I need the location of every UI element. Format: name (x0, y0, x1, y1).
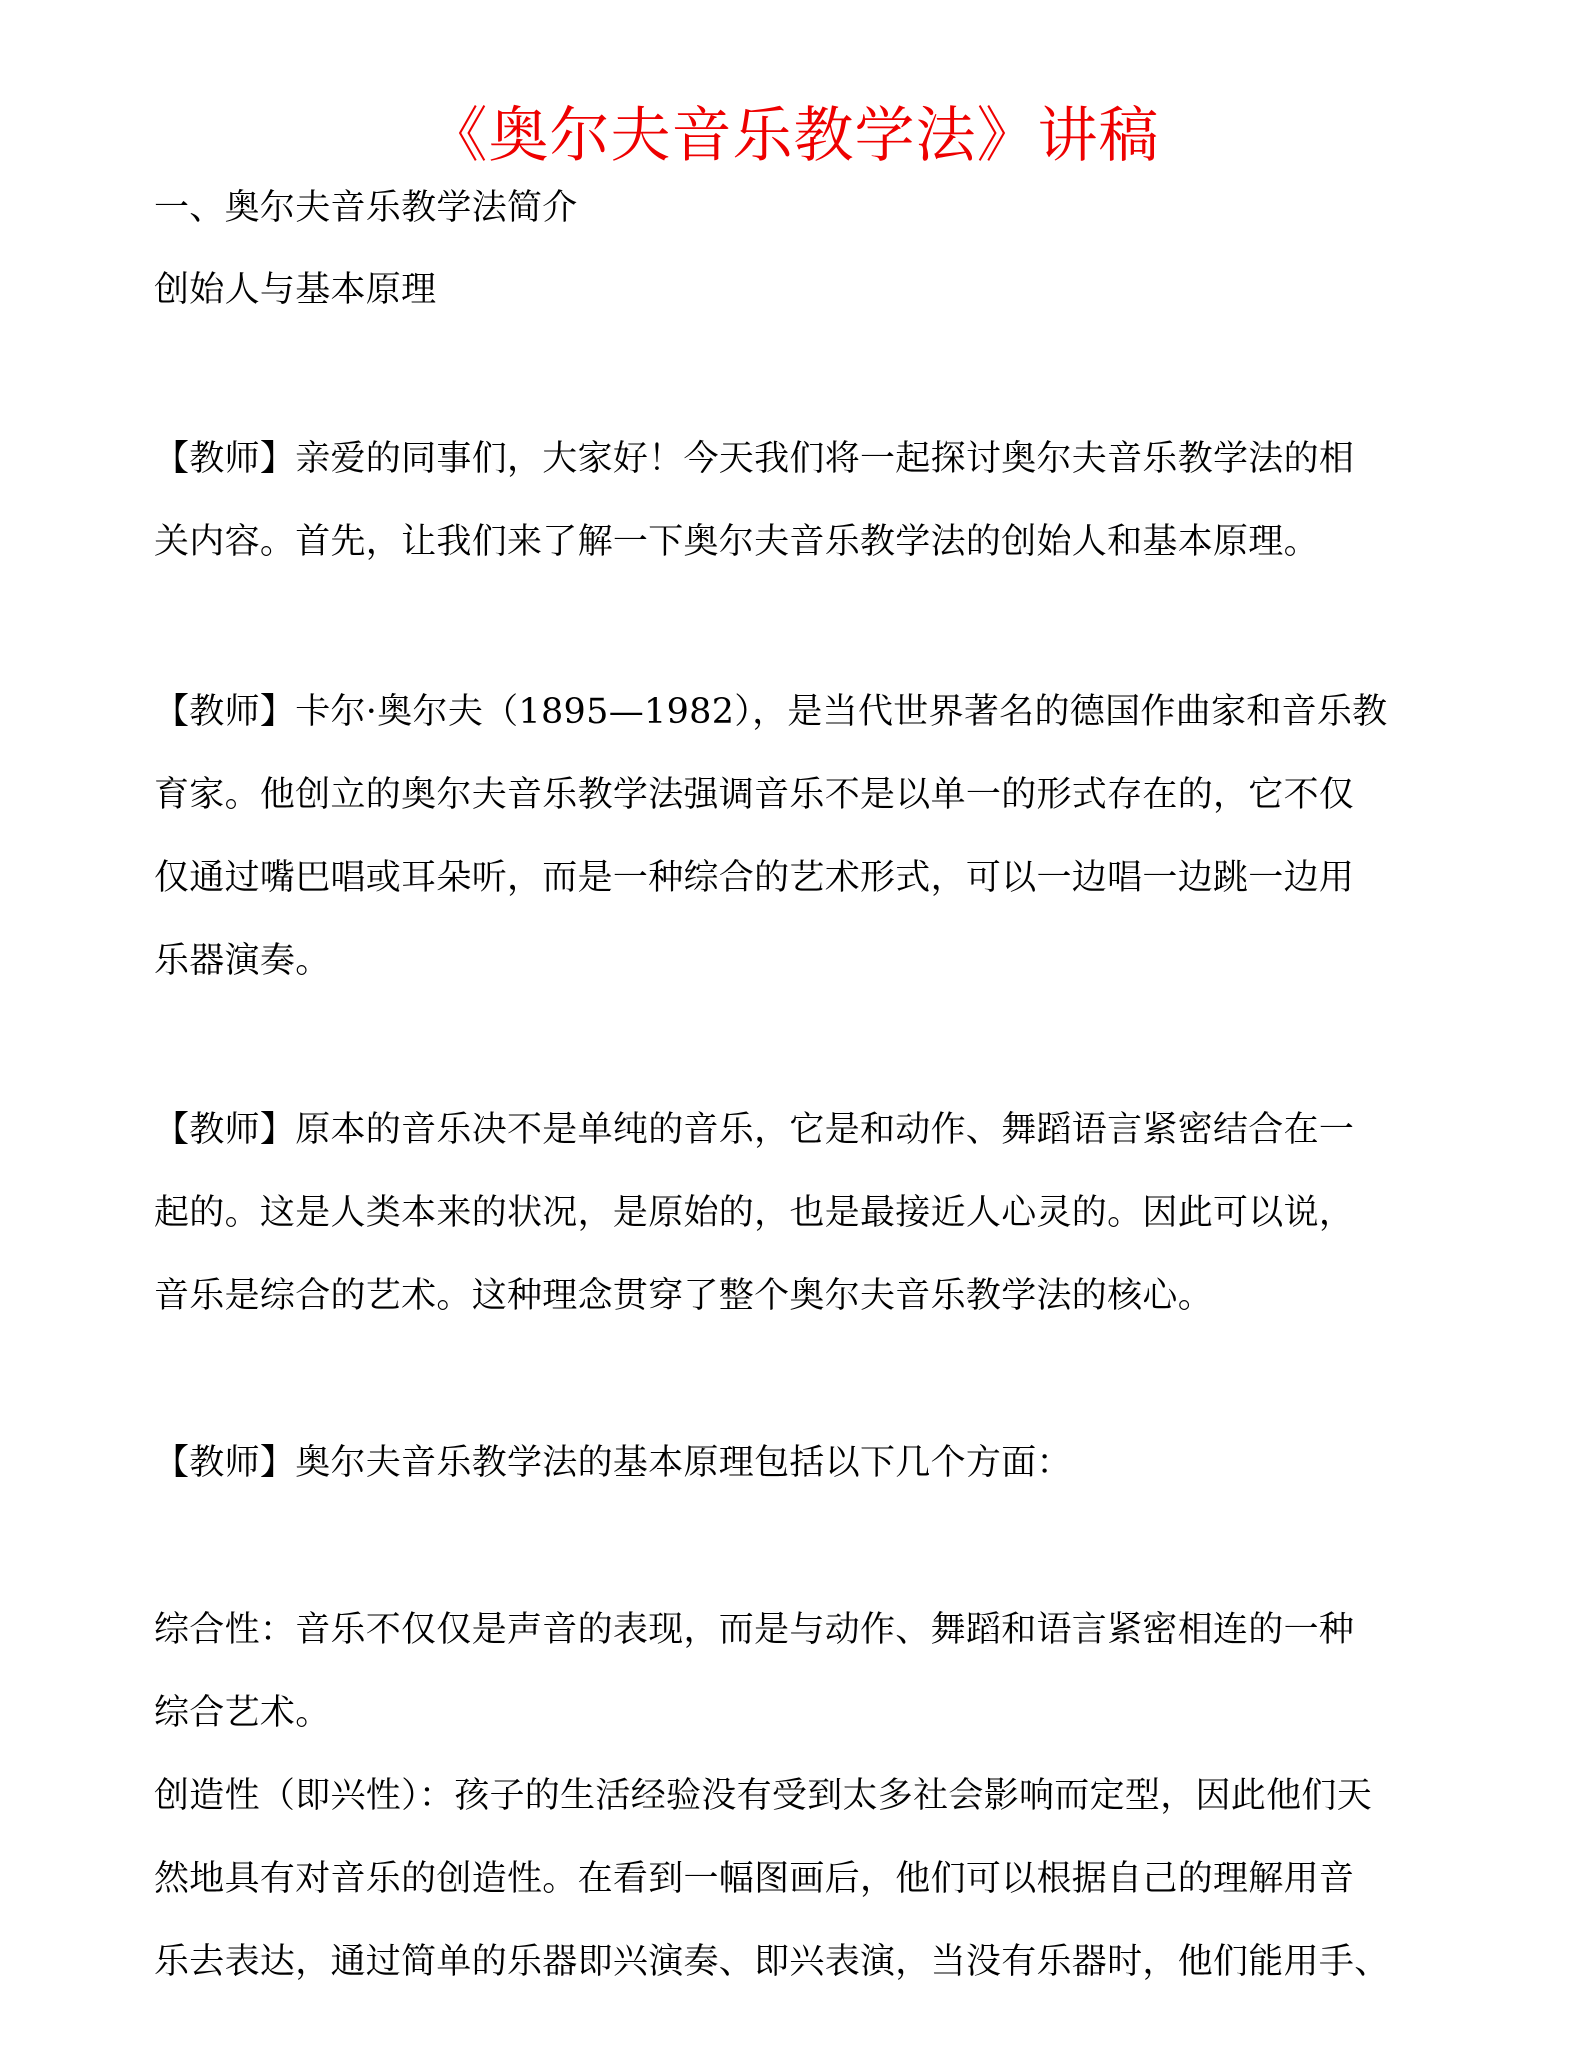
list-item-line: 综合艺术。 (154, 1693, 331, 1733)
paragraph-line: 【教师】原本的音乐决不是单纯的音乐，它是和动作、舞蹈语言紧密结合在一 (154, 1110, 1355, 1150)
paragraph-line: 关内容。首先，让我们来了解一下奥尔夫音乐教学法的创始人和基本原理。 (154, 522, 1319, 562)
document-title: 《奥尔夫音乐教学法》讲稿 (427, 101, 1160, 171)
paragraph-line: 仅通过嘴巴唱或耳朵听，而是一种综合的艺术形式，可以一边唱一边跳一边用 (154, 858, 1355, 898)
section-heading: 一、奥尔夫音乐教学法简介 (154, 188, 578, 228)
paragraph-line: 【教师】亲爱的同事们，大家好！今天我们将一起探讨奥尔夫音乐教学法的相 (154, 439, 1355, 479)
paragraph-line: 育家。他创立的奥尔夫音乐教学法强调音乐不是以单一的形式存在的，它不仅 (154, 775, 1355, 815)
list-item-line: 综合性：音乐不仅仅是声音的表现，而是与动作、舞蹈和语言紧密相连的一种 (154, 1610, 1355, 1650)
paragraph-line: 音乐是综合的艺术。这种理念贯穿了整个奥尔夫音乐教学法的核心。 (154, 1276, 1214, 1316)
subheading: 创始人与基本原理 (154, 270, 437, 310)
list-item-line: 然地具有对音乐的创造性。在看到一幅图画后，他们可以根据自己的理解用音 (154, 1859, 1355, 1899)
paragraph-line: 【教师】卡尔·奥尔夫（1895—1982），是当代世界著名的德国作曲家和音乐教 (154, 692, 1388, 732)
paragraph-line: 乐器演奏。 (154, 941, 331, 981)
list-item-line: 创造性（即兴性）：孩子的生活经验没有受到太多社会影响而定型，因此他们天 (154, 1776, 1373, 1816)
paragraph-line: 起的。这是人类本来的状况，是原始的，也是最接近人心灵的。因此可以说， (154, 1193, 1355, 1233)
paragraph-line: 【教师】奥尔夫音乐教学法的基本原理包括以下几个方面： (154, 1443, 1072, 1483)
list-item-line: 乐去表达，通过简单的乐器即兴演奏、即兴表演，当没有乐器时，他们能用手、 (154, 1942, 1390, 1982)
